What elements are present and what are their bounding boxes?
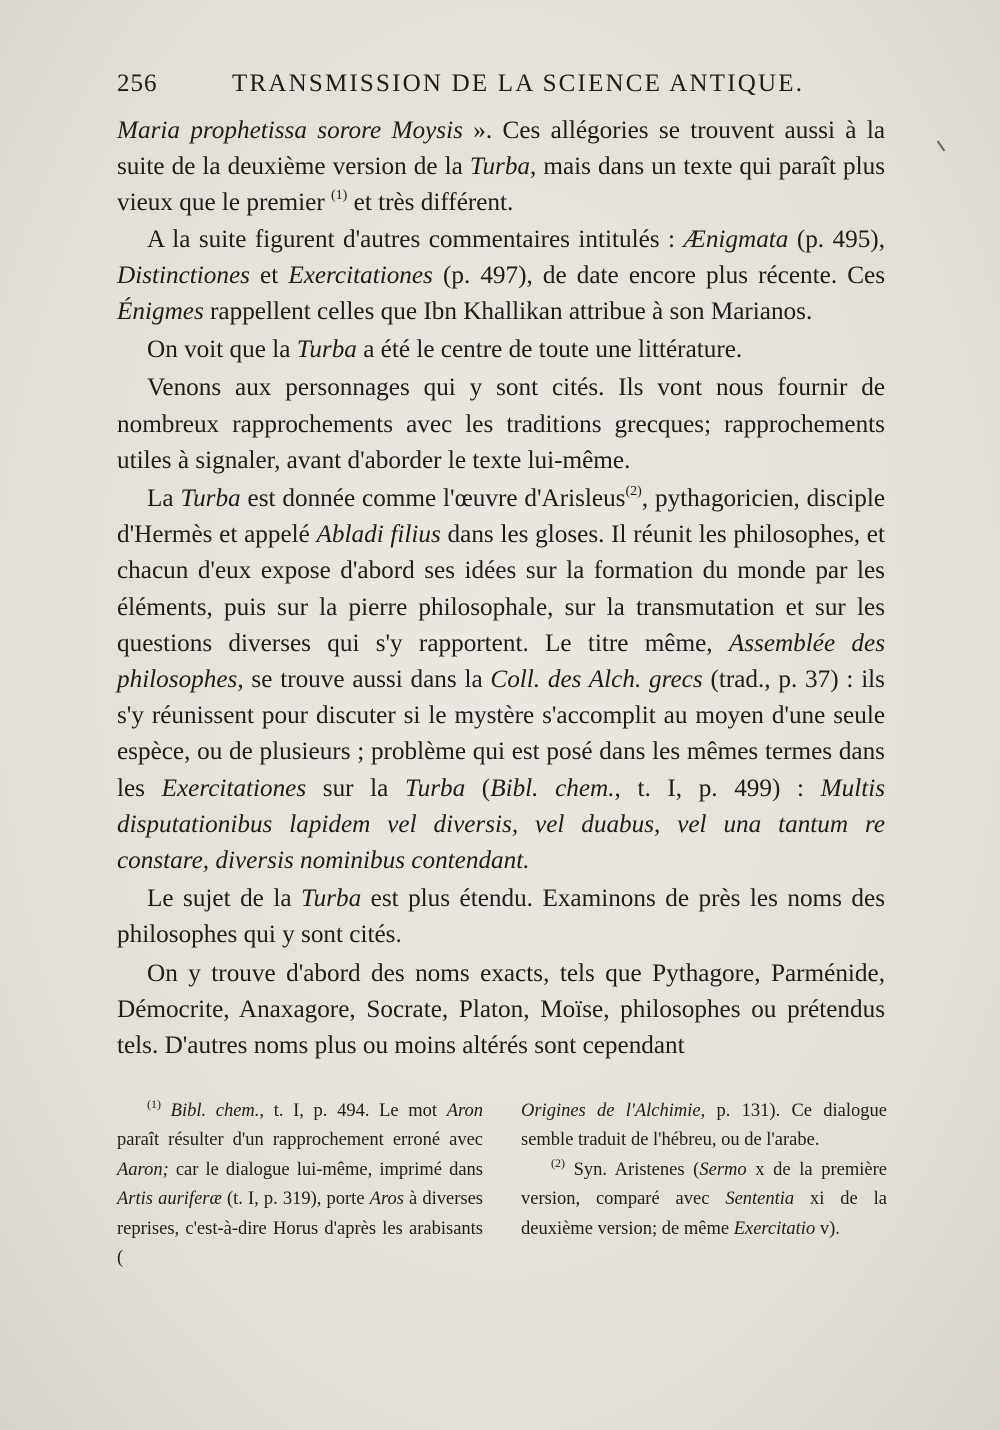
text-run: xi de la deuxième version; de même xyxy=(521,1189,888,1239)
italic-phrase: Ænigmata xyxy=(683,225,789,253)
text-run: et très différent. xyxy=(347,189,514,217)
text-run: a été le centre de toute une littérature. xyxy=(356,336,743,364)
text-run: , t. I, p. 499) : xyxy=(614,774,821,802)
text-run: car le dialogue lui-même, imprimé dans xyxy=(168,1159,483,1180)
text-run: sur la xyxy=(306,774,405,802)
paragraph-7 xyxy=(117,956,885,1065)
footnote-2 xyxy=(521,1156,887,1244)
italic-phrase: Coll. des Alch. grecs xyxy=(490,666,703,694)
footnote-ref-1: (1) xyxy=(331,188,348,204)
footnote-1-continued xyxy=(521,1097,887,1156)
running-title: TRANSMISSION DE LA SCIENCE ANTIQUE. xyxy=(232,70,805,97)
text-run: ». Ces allégories se trouvent aussi à la suite de la deuxième version de la xyxy=(117,117,886,181)
text-run: A la suite figurent d'autres commentaires intitulés : xyxy=(147,225,684,253)
italic-phrase: Bibl. chem. xyxy=(170,1101,260,1121)
italic-phrase: Aron xyxy=(446,1101,484,1121)
main-text xyxy=(117,113,885,1064)
italic-phrase: Turba xyxy=(296,336,357,364)
italic-phrase: Turba xyxy=(404,774,466,802)
italic-phrase: Exercitationes xyxy=(161,774,307,802)
italic-phrase: Abladi filius xyxy=(316,521,441,549)
italic-phrase: Origines de l'Alchimie xyxy=(521,1101,701,1121)
text-run: Syn. Aristenes ( xyxy=(573,1159,700,1180)
italic-phrase: Turba xyxy=(180,485,241,513)
italic-phrase: Aros xyxy=(369,1189,404,1210)
text-run: , t. I, p. 494. Le mot xyxy=(259,1101,447,1121)
latin-quote: Multis disputationibus lapidem vel diversis, vel duabus, vel una tantum re constare, diversis nominibus contendant. xyxy=(117,774,885,875)
text-run: , p. 131). Ce dialogue semble traduit de l'hébreu, ou de l'arabe. xyxy=(521,1101,887,1151)
text-run: v). xyxy=(815,1218,840,1239)
text-run: (p. 497), de date encore plus récente. Ces xyxy=(432,261,885,289)
page-number: 256 xyxy=(117,70,158,97)
text-run: et xyxy=(249,261,289,289)
footnote-1 xyxy=(117,1097,483,1273)
text-run: x de la première version, comparé avec xyxy=(521,1159,887,1210)
text-run: dans les gloses. Il réunit les philosophes, et chacun d'eux expose d'abord ses idées sur la formation du monde par les éléments, puis sur la pierre philosophale, sur la transmutation et sur les questions diverses qui s'y rapportent. Le titre même, xyxy=(117,521,885,657)
footnotes xyxy=(117,1097,887,1277)
text-run: , pythagoricien, disciple d'Hermès et appelé xyxy=(117,485,885,549)
italic-phrase: Exercitationes xyxy=(288,261,433,289)
text-run: rappellent celles que Ibn Khallikan attribue à son Marianos. xyxy=(203,298,813,326)
italic-phrase: Turba xyxy=(469,153,531,181)
text-run: ( xyxy=(465,774,491,802)
paragraph-3 xyxy=(117,332,885,368)
italic-phrase: Sententia xyxy=(725,1189,795,1210)
text-run: La xyxy=(147,485,181,513)
text-run: Venons aux personnages qui y sont cités. Ils vont nous fournir de nombreux rapprochements avec les traditions grecques; rapprochements utiles à signaler, avant d'aborder le texte lui-même. xyxy=(117,374,885,474)
text-run: (t. I, p. 319), porte xyxy=(221,1189,370,1210)
paragraph-4 xyxy=(117,370,885,479)
text-run: Le sujet de la xyxy=(147,885,301,913)
italic-phrase: Bibl. chem. xyxy=(490,774,615,802)
italic-phrase: Exercitatio xyxy=(733,1218,816,1239)
italic-phrase: Artis auriferæ xyxy=(117,1189,222,1210)
running-head xyxy=(117,66,887,102)
text-run: à diverses reprises, c'est-à-dire Horus d'après les arabisants ( xyxy=(117,1189,483,1269)
italic-phrase: Sermo xyxy=(699,1159,747,1180)
text-run: On y trouve d'abord des noms exacts, tels que Pythagore, Parménide, Démocrite, Anaxagore, Socrate, Platon, Moïse, philosophes ou prétendus tels. D'autres noms plus ou moins altérés sont cependant xyxy=(117,959,885,1060)
text-run: paraît résulter d'un rapprochement erroné avec xyxy=(117,1130,483,1151)
text-run: est plus étendu. Examinons de près les noms des philosophes qui y sont cités. xyxy=(117,885,885,949)
margin-mark xyxy=(937,141,946,152)
italic-phrase: Maria prophetissa sorore Moysis xyxy=(117,117,463,144)
footnote-column-left xyxy=(117,1097,483,1273)
text-run: (trad., p. 37) : ils s'y réunissent pour discuter si le mystère s'accomplit au moyen d'une seule espèce, ou de plusieurs ; problème qui est posé dans les mêmes termes dans les xyxy=(117,666,885,802)
paragraph-6 xyxy=(117,881,885,953)
footnote-ref-2: (2) xyxy=(625,484,642,500)
text-run: , mais dans un texte qui paraît plus vieux que le premier xyxy=(117,153,886,217)
italic-phrase: Assemblée des philosophes xyxy=(117,629,885,694)
paragraph-1 xyxy=(117,113,885,222)
paragraph-2 xyxy=(117,222,885,331)
italic-phrase: Distinctiones xyxy=(117,261,250,289)
text-run: (p. 495), xyxy=(788,225,885,253)
italic-phrase: Turba xyxy=(300,885,362,913)
text-run: est donnée comme l'œuvre d'Arisleus xyxy=(240,485,626,513)
italic-phrase: Aaron; xyxy=(117,1159,169,1180)
footnote-column-right xyxy=(521,1097,887,1244)
text-run: On voit que la xyxy=(147,336,297,364)
text-run: , se trouve aussi dans la xyxy=(237,666,491,694)
paragraph-5 xyxy=(117,481,885,879)
footnote-mark-1: (1) xyxy=(147,1097,161,1111)
italic-phrase: Énigmes xyxy=(117,298,204,326)
footnote-mark-2: (2) xyxy=(551,1155,565,1170)
